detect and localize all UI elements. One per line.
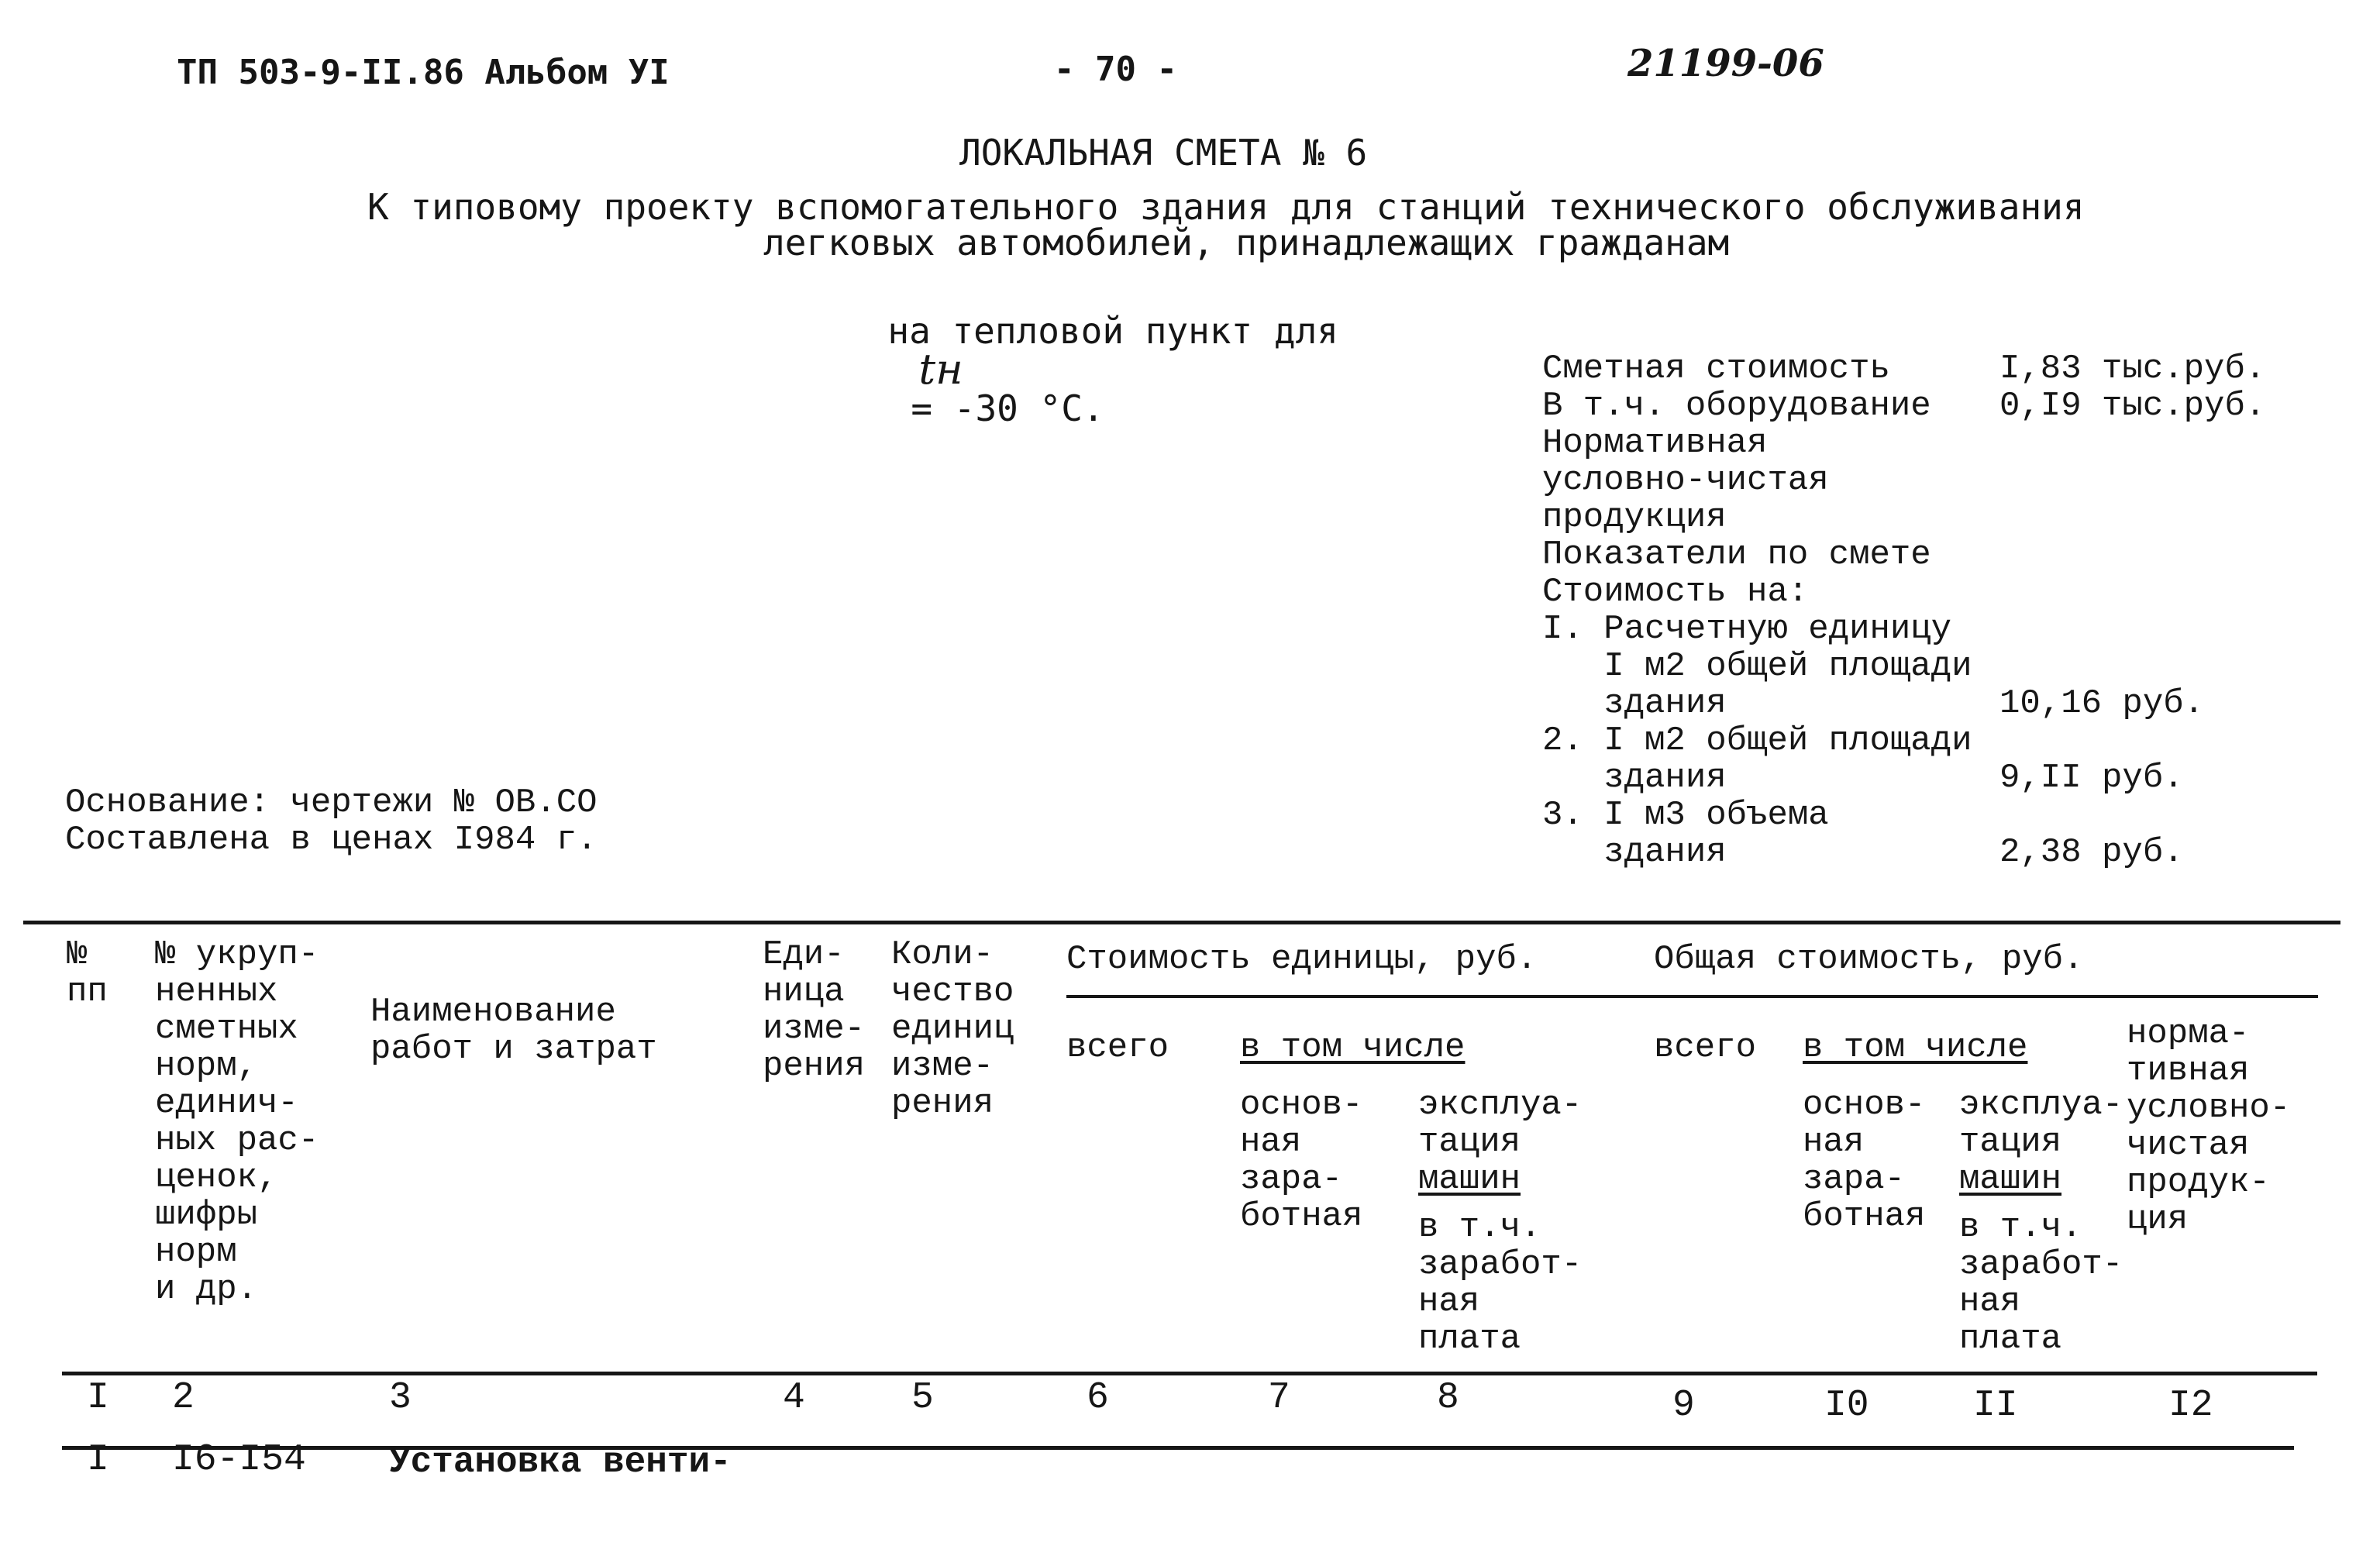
summary-row: здания 2,38 руб. [1542,833,2184,872]
basis-block [65,784,598,859]
header-col-quantity: Коли- чество единиц изме- рения [891,935,1014,1123]
header-unit-total: всего [1066,1028,1169,1067]
column-number: I0 [1824,1385,1869,1427]
estimate-title: ЛОКАЛЬНАЯ СМЕТА № 6 [959,132,1368,174]
unit-cost-rule [1066,995,2318,998]
header-col-name: Наименование работ и затрат [370,993,657,1069]
column-number: 2 [172,1377,195,1419]
summary-row: I. Расчетную единицу [1542,610,1952,649]
summary-row: 3. I м3 объема [1542,796,1829,835]
estimate-subtitle-line-2: легковых автомобилей, принадлежащих гражданам [763,222,1730,263]
header-col-unit: Еди- ница изме- рения [763,935,866,1086]
row-work-name: Установка венти- [389,1442,732,1482]
summary-block [1542,350,2364,871]
basis-drawings: Основание: чертежи № ОВ.СО [65,783,598,822]
handwritten-stamp: 21199-06 [1627,42,1824,85]
summary-row: I м2 общей площади [1542,647,1972,686]
header-normative-product: норма- тивная условно- чистая продук- ция [2127,1014,2291,1239]
column-number: 6 [1087,1377,1109,1419]
column-number: 3 [389,1377,412,1419]
page-number: - 70 - [1054,50,1177,89]
column-number: II [1973,1385,2018,1427]
table-top-rule [23,921,2340,924]
column-number: 9 [1672,1385,1695,1427]
header-total-cost: Общая стоимость, руб. [1654,940,2084,979]
column-number: 4 [783,1377,805,1419]
summary-row: продукция [1542,498,1727,537]
header-unit-incl: в том числе [1240,1028,1466,1067]
header-sum-incl: в том числе [1803,1028,2028,1067]
header-unit-machine-wage: в т.ч. заработ- ная плата [1418,1208,1583,1358]
summary-row: здания 10,16 руб. [1542,684,2205,723]
document-reference: ТП 503-9-II.86 Альбом УI [177,53,670,92]
summary-row: 2. I м2 общей площади [1542,721,1972,760]
header-bottom-rule [62,1372,2317,1375]
estimate-subtitle-line-3 [845,277,1338,429]
row-norm-code: I6-I54 [172,1439,306,1481]
column-number: 8 [1437,1377,1459,1419]
temperature-variable: tн [918,345,963,394]
temperature-value: = -30 °С. [911,387,1104,429]
summary-row: В т.ч. оборудование 0,I9 тыс.руб. [1542,387,2266,425]
summary-row: здания 9,II руб. [1542,759,2184,797]
header-sum-machines: эксплуа- тация машин [1959,1086,2123,1199]
column-number: I [87,1377,109,1419]
column-number: I2 [2168,1385,2213,1427]
header-unit-cost: Стоимость единицы, руб. [1066,940,1538,979]
header-unit-basic-wage: основ- ная зара- ботная [1240,1086,1363,1236]
temperature-prefix: на тепловой пункт для [887,310,1338,352]
estimate-subtitle-line-1: К типовому проекту вспомогательного здания для станций технического обслуживания [367,186,2085,228]
summary-row: Нормативная [1542,424,1768,463]
header-col-number: № пп [67,935,108,1011]
header-col-norm-code: № укруп- ненных сметных норм, единич- ных рас- ценок, шифры норм и др. [155,935,319,1309]
summary-row: условно-чистая [1542,461,1829,500]
row-number: I [87,1439,109,1481]
column-number: 7 [1268,1377,1290,1419]
header-sum-total: всего [1654,1028,1757,1067]
header-sum-machine-wage: в т.ч. заработ- ная плата [1959,1208,2123,1358]
summary-row: Сметная стоимость I,83 тыс.руб. [1542,349,2266,388]
header-unit-machines: эксплуа- тация машин [1418,1086,1583,1199]
summary-row: Показатели по смете [1542,535,1931,574]
column-number: 5 [911,1377,934,1419]
basis-prices: Составлена в ценах I984 г. [65,821,598,859]
summary-row: Стоимость на: [1542,573,1809,611]
header-sum-basic-wage: основ- ная зара- ботная [1803,1086,1926,1236]
